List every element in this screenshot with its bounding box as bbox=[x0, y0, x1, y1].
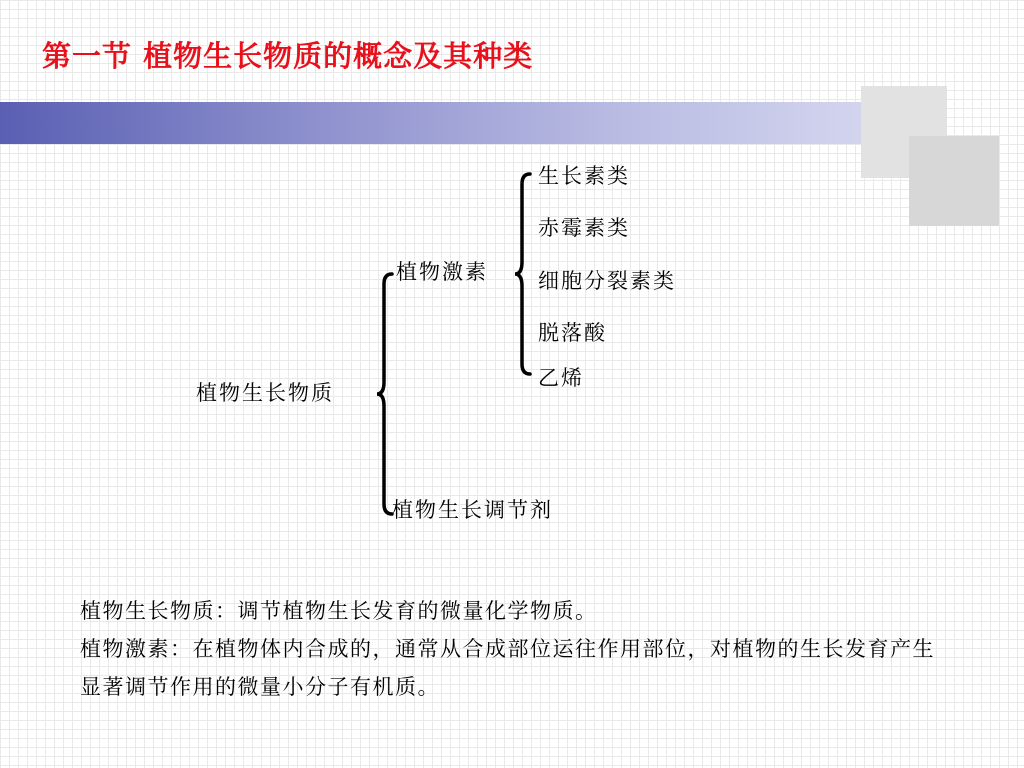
definitions-block bbox=[80, 592, 950, 706]
definition-plant-hormone: 植物激素：在植物体内合成的，通常从合成部位运往作用部位，对植物的生长发育产生显著调节作用的微量小分子有机质。 bbox=[80, 637, 935, 699]
hormone-brace bbox=[514, 170, 536, 378]
decorative-square-bottom bbox=[909, 136, 999, 226]
title-band bbox=[0, 102, 868, 144]
tree-root-label: 植物生长物质 bbox=[196, 381, 334, 405]
hormone-class-gibberellins: 赤霉素类 bbox=[538, 216, 630, 240]
hormone-class-abscisic-acid: 脱落酸 bbox=[538, 321, 607, 345]
root-brace bbox=[376, 270, 398, 518]
tree-branch-hormones: 植物激素 bbox=[396, 260, 488, 284]
tree-branch-regulators: 植物生长调节剂 bbox=[392, 498, 553, 522]
hormone-class-cytokinins: 细胞分裂素类 bbox=[538, 269, 676, 293]
slide-title: 第一节 植物生长物质的概念及其种类 bbox=[42, 39, 534, 73]
definition-growth-substance: 植物生长物质：调节植物生长发育的微量化学物质。 bbox=[80, 599, 598, 623]
hormone-class-auxins: 生长素类 bbox=[538, 164, 630, 188]
hormone-class-ethylene: 乙烯 bbox=[538, 366, 584, 390]
